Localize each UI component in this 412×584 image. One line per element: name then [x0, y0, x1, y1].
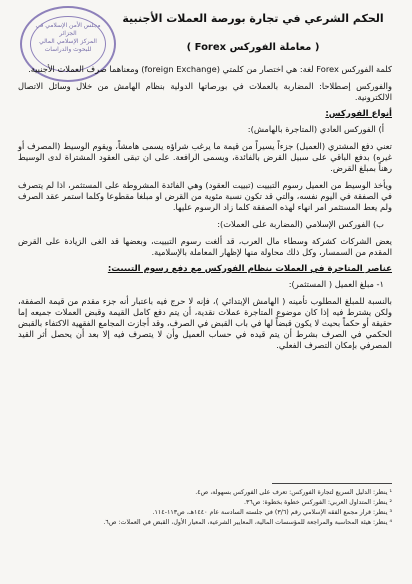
- document-body: [18, 64, 392, 357]
- type2-text: يعض الشركات كشركة وسطاء مال العرب، قد ألغت رسوم التبييت، وبعضها قد الغى الزيادة على القرض المقدم من السمسار، وكل ذلك محاولة منها لإظهار المعاملة بالإسلامية.: [18, 236, 392, 257]
- type1-text-2: ويأخذ الوسيط من العميل رسوم التبييت (تبييت العقود) وهي الفائدة المشروطة على المستثمر، اذا لم يتصرف في الصفقة في اليوم نفسه، والتي قد تكون نسبة مئوية من القرض او مبلغا مقطوعا وكلما استمر عقد الصرف ولم يعط المستثمر امر انهاء لهذه الصفقة كلما زاد الرسوم عليها.: [18, 180, 392, 212]
- type2-title: ب) الفوركس الإسلامي (المضاربة على العملات):: [217, 219, 384, 229]
- stamp-line: المركز الإسلامي المالي: [39, 38, 97, 45]
- footnote-item: ³ ينظر: قرار مجمع الفقه الإسلامي رقم (٣/٦) في جلسته السادسة عام ١٤٤٠هـ، ص١١٣-١١٤.: [152, 509, 392, 516]
- footnote-item: ⁴ ينظر: هيئة المحاسبة والمراجعة للمؤسسات المالية، المعايير الشرعية، المعيار الأول، القبض في العملات: ص٦.: [103, 519, 392, 526]
- type1-text: تعني دفع المشتري (العميل) جزءاً يسيراً من قيمة ما يرغب شراؤه يسمى هامشاً، ويقوم الوسيط (المصرف أو غيره) بدفع الباقي على سبيل القرض بالفائدة، ويسمى الرافعة. على ان تبقى العقود المشتراة لدى الوسيط رهناً بمبلغ القرض.: [18, 141, 392, 173]
- stamp-line: مجلس الأمن الإسلامي في الجزائر: [35, 22, 101, 37]
- element1-text: بالنسبة للمبلغ المطلوب تأمينه ( الهامش الإبتدائي )، فإنه لا حرج فيه باعتبار أنه جزء مقدم من قيمة الصفقة، ولكن يشترط فيه إذا كان موضوع المتاجرة عملات نقدية، أن يتم دفع كامل القيمة وقبض العملات جميعه إما حقيقة أو حكماً بحيث لا يكون قبضاً لها في باب القبض في الصرف، وقد أجازت المجامع الفقهية الاكتفاء بالقبض الحكمي في الصرف بشرط أن يتم قيده في حساب العميل وأن لا يتصرف فيه إلا بعد أن يحصل أثر القيد المصرفي بإمكان التصرف الفعلي.: [18, 296, 392, 350]
- document-title: الحكم الشرعي في تجارة بورصة العملات الأجنبية: [122, 12, 384, 25]
- definition-linguistic: كلمة الفوركس Forex لغة: هي اختصار من كلمتي (foreign Exchange) ومعناهما صرف العملات الأجنبية.: [28, 64, 392, 74]
- type1-title: أ) الفوركس العادي (المتاجرة بالهامش):: [247, 124, 384, 134]
- footnote-item: ² ينظر: المتداول العربي: الفوركس خطوة بخطوة: ص٣٦.: [244, 499, 392, 506]
- definition-technical: والفوركس إصطلاحا: المضاربة بالعملات في بورصاتها الدولية بنظام الهامش من خلال وسائل الاتصال الالكترونية.: [18, 81, 392, 102]
- footnote-separator: [272, 483, 392, 484]
- element1-title: ١- مبلغ العميل ( المستثمر):: [288, 279, 384, 289]
- footnote-item: ¹ ينظر: الدليل السريع لتجارة الفوركس: تعرف على الفوركس بسهولة، ص٤.: [195, 489, 392, 496]
- document-subtitle: ( معاملة الفوركس Forex ): [186, 42, 320, 53]
- footnotes: [22, 483, 392, 528]
- stamp-line: للبحوث والدراسات: [44, 46, 92, 53]
- types-heading: أنواع الفوركس:: [325, 109, 392, 119]
- section-heading: عناصر المتاجرة في العملات بنظام الفوركس مع دفع رسوم التبييت:: [107, 264, 392, 274]
